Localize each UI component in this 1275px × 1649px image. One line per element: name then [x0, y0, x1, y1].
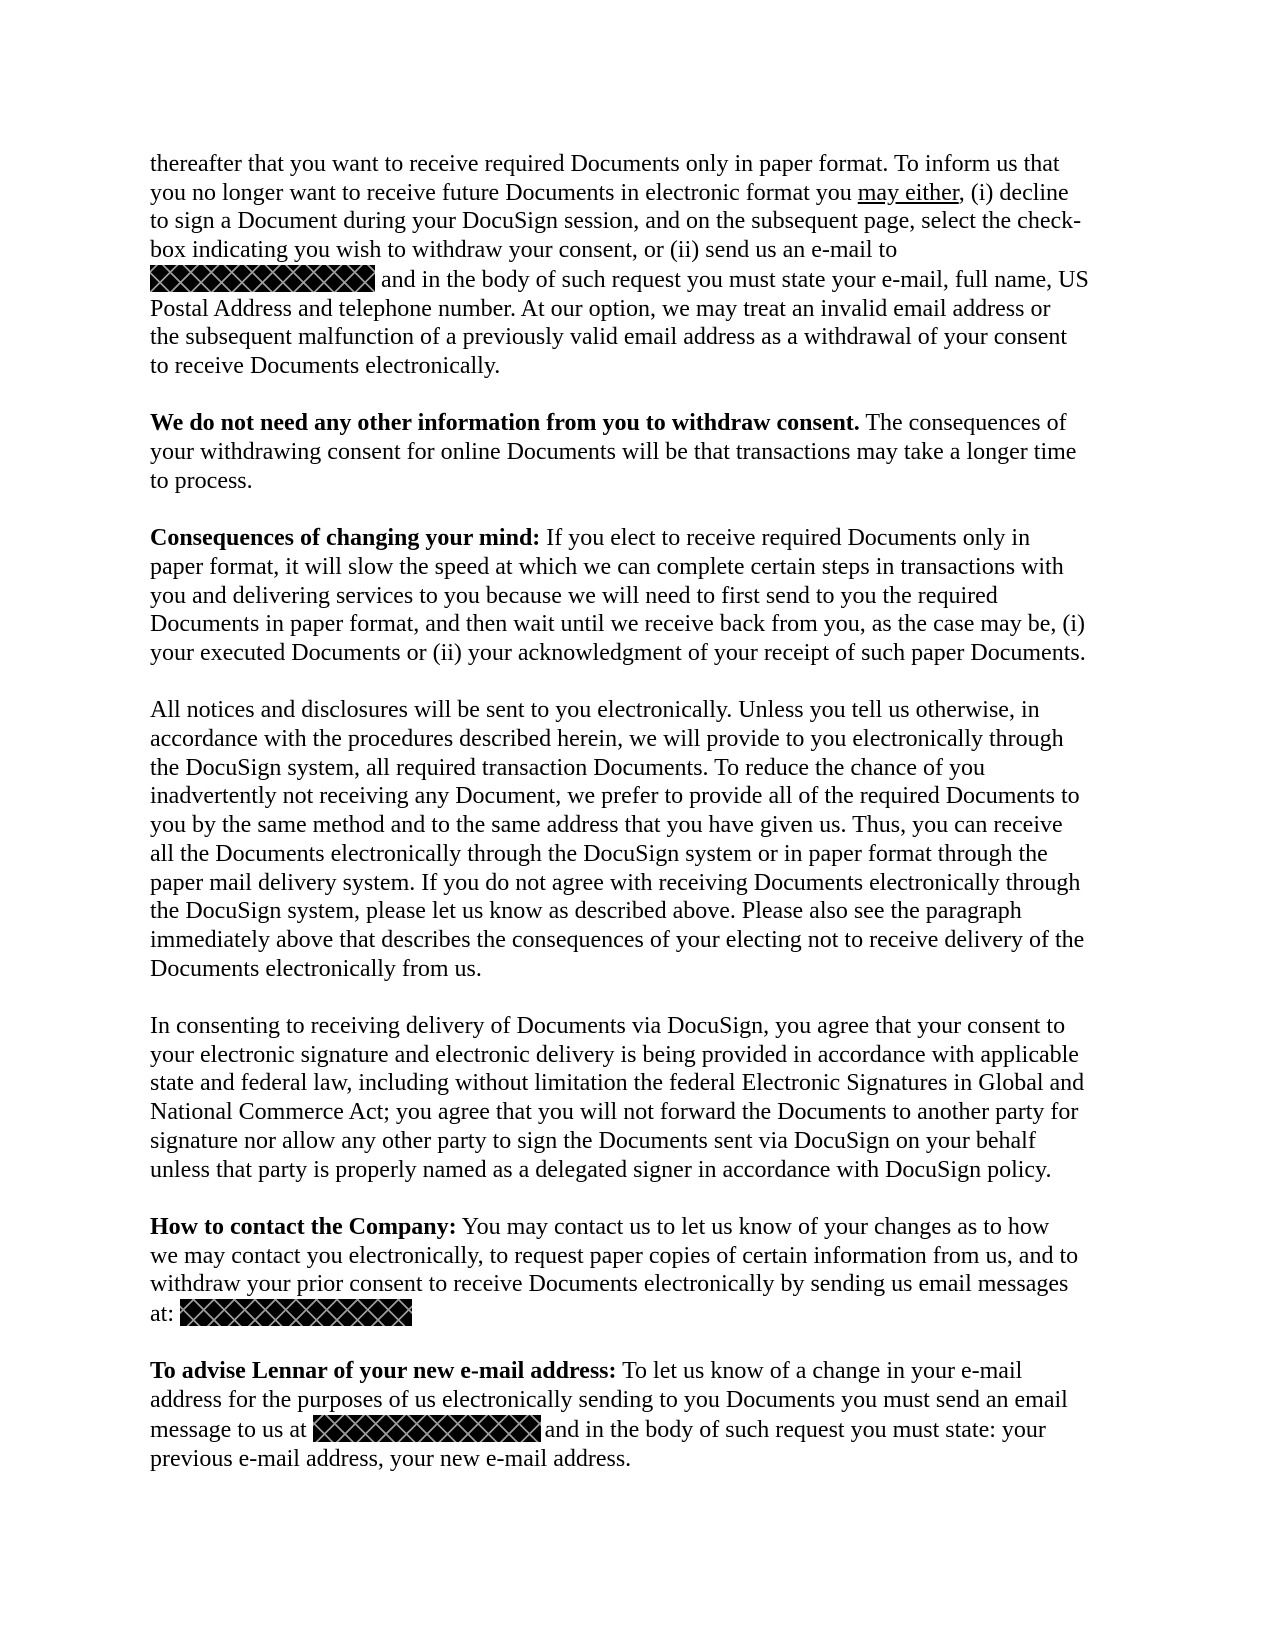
paragraph-heading: Consequences of changing your mind: [150, 525, 541, 552]
text-line: state and federal law, including without limitation the federal Electronic Signatures in Global and [150, 1070, 1085, 1097]
text-line: box indicating you wish to withdraw your consent, or (ii) send us an e-mail to [150, 237, 898, 264]
text-line: To advise Lennar of your new e-mail address: To let us know of a change in your e-mail [150, 1358, 1023, 1385]
document-body [150, 150, 1135, 1502]
consequences-paragraph [150, 524, 1135, 668]
text-line: Documents in paper format, and then wait until we receive back from you, as the case may be, (i) [150, 611, 1085, 638]
text-line: the DocuSign system, please let us know as described above. Please also see the paragraph [150, 898, 1022, 925]
notices-paragraph [150, 696, 1135, 983]
text-line: previous e-mail address, your new e-mail address. [150, 1445, 632, 1472]
text-line: your withdrawing consent for online Documents will be that transactions may take a longer time [150, 439, 1077, 466]
text-line: Consequences of changing your mind: If you elect to receive required Documents only in [150, 525, 1031, 552]
text-line: to process. [150, 467, 253, 494]
text-line: thereafter that you want to receive required Documents only in paper format. To inform us that [150, 151, 1060, 177]
text-line: and in the body of such request you must state your e-mail, full name, US [150, 265, 1135, 295]
text-line: In consenting to receiving delivery of Documents via DocuSign, you agree that your consent to [150, 1013, 1066, 1040]
text-line: paper format, it will slow the speed at which we can complete certain steps in transactions with [150, 553, 1064, 580]
text-line: at: [150, 1299, 1135, 1329]
redacted-email [150, 265, 375, 292]
underlined-text: may either [857, 179, 959, 206]
new-email-paragraph [150, 1357, 1135, 1473]
withdraw-consent-paragraph [150, 150, 1135, 381]
paragraph-heading: How to contact the Company: [150, 1213, 457, 1240]
text-line: paper mail delivery system. If you do not agree with receiving Documents electronically through [150, 869, 1081, 896]
text-line: message to us at and in the body of such request you must state: your [150, 1416, 1046, 1443]
contact-company-paragraph [150, 1213, 1135, 1329]
text-line: We do not need any other information from you to withdraw consent. The consequences of [150, 410, 1067, 437]
text-line: inadvertently not receiving any Document, we prefer to provide all of the required Documents to [150, 783, 1080, 810]
text-line: National Commerce Act; you agree that you will not forward the Documents to another party for [150, 1099, 1079, 1126]
text-line: the subsequent malfunction of a previously valid email address as a withdrawal of your consent [150, 324, 1068, 351]
text-line: you by the same method and to the same address that you have given us. Thus, you can receive [150, 812, 1063, 839]
redacted-email [313, 1415, 541, 1442]
text-line: to sign a Document during your DocuSign session, and on the subsequent page, select the check- [150, 208, 1082, 235]
text-line: your executed Documents or (ii) your acknowledgment of your receipt of such paper Documents. [150, 639, 1086, 666]
text-line: withdraw your prior consent to receive Documents electronically by sending us email messages [150, 1271, 1069, 1298]
text-line: unless that party is properly named as a delegated signer in accordance with DocuSign policy. [150, 1156, 1052, 1183]
text-line: Documents electronically from us. [150, 955, 482, 982]
no-other-info-paragraph [150, 409, 1135, 495]
text-line: to receive Documents electronically. [150, 352, 501, 379]
text-line: all the Documents electronically through the DocuSign system or in paper format through the [150, 840, 1048, 867]
text-line: Postal Address and telephone number. At our option, we may treat an invalid email address or [150, 295, 1051, 322]
redacted-email [180, 1299, 412, 1326]
text-line: immediately above that describes the consequences of your electing not to receive delivery of the [150, 926, 1085, 953]
text-line: signature nor allow any other party to sign the Documents sent via DocuSign on your behalf [150, 1127, 1036, 1154]
text-line: the DocuSign system, all required transaction Documents. To reduce the chance of you [150, 754, 985, 781]
paragraph-heading: To advise Lennar of your new e-mail address: [150, 1358, 617, 1385]
text-line: accordance with the procedures described herein, we will provide to you electronically through [150, 726, 1064, 753]
text-line: you and delivering services to you because we will need to first send to you the required [150, 582, 998, 609]
text-line: address for the purposes of us electronically sending to you Documents you must send an email [150, 1387, 1068, 1414]
consenting-paragraph [150, 1012, 1135, 1184]
text-line: we may contact you electronically, to request paper copies of certain information from us, and to [150, 1242, 1079, 1269]
paragraph-heading: We do not need any other information from you to withdraw consent. [150, 410, 860, 437]
text-line: How to contact the Company: You may contact us to let us know of your changes as to how [150, 1213, 1050, 1240]
text-line: you no longer want to receive future Documents in electronic format you may either, (i) decline [150, 179, 1069, 206]
text-line: your electronic signature and electronic delivery is being provided in accordance with applicable [150, 1041, 1079, 1068]
text-line: All notices and disclosures will be sent to you electronically. Unless you tell us otherwise, in [150, 697, 1040, 724]
